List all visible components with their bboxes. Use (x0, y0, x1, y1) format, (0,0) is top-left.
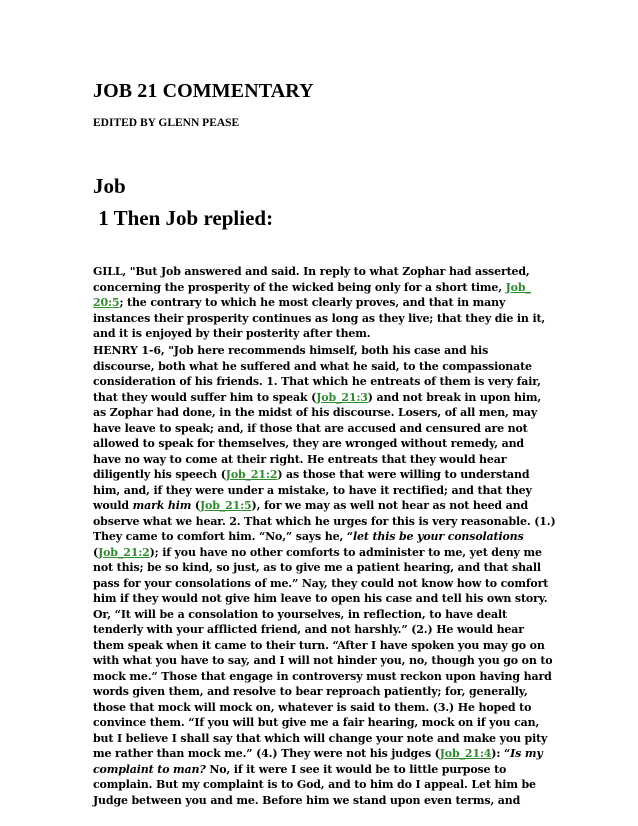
text-line (93, 405, 553, 421)
scripture-reference-link[interactable]: 20:5 (93, 296, 120, 309)
text-run: that they would suffer him to speak ( (93, 390, 317, 404)
text-line (93, 483, 553, 499)
text-run: complain. But my complaint is to God, and to him do I appeal. Let him be (93, 778, 536, 791)
text-line (93, 390, 553, 406)
text-line (93, 545, 553, 561)
text-run: mock me.” Those that engage in controversy must reckon upon having hard (93, 669, 552, 683)
editor-credit: EDITED BY GLENN PEASE (93, 117, 240, 129)
text-run: GILL, "But Job answered and said. In reply to what Zophar had asserted, (93, 265, 530, 278)
text-line (93, 638, 553, 654)
text-run: Or, “It will be a consolation to yourselves, in reflection, to have dealt (93, 607, 507, 621)
text-run: Judge between you and me. Before him we stand upon even terms, and (93, 793, 521, 807)
text-run: instances their prosperity continues as long as they live; that they die in it, (93, 311, 546, 325)
scripture-reference-link[interactable]: Job_21:3 (316, 390, 368, 404)
text-run: them speak when it came to their turn. “After I have spoken you may go on (93, 638, 545, 652)
text-run: but I believe I shall say that which will change your note and make you pity (93, 731, 548, 745)
text-run: convince them. “If you will but give me a fair hearing, mock on if you can, (93, 716, 540, 729)
text-run: They came to comfort him. “No,” says he, “ (93, 530, 353, 543)
text-line (93, 669, 553, 685)
text-run: ) and not break in upon him, (367, 390, 542, 404)
text-line (93, 700, 553, 716)
italic-quote: mark him (132, 499, 192, 512)
book-heading: Job (93, 174, 126, 198)
italic-quote: complaint to man? (93, 762, 206, 776)
text-line (93, 731, 553, 747)
text-run: consideration of his friends. 1. That which he entreats of them is very fair, (93, 375, 541, 388)
text-line (93, 421, 553, 437)
text-line (93, 514, 556, 530)
text-line (93, 762, 553, 778)
text-line (93, 653, 553, 669)
text-run: ( (191, 499, 200, 512)
scripture-reference-link[interactable]: Job_21:4 (439, 747, 492, 760)
text-run: concerning the prosperity of the wicked being only for a short time, (93, 280, 506, 294)
text-run: ); if you have no other comforts to administer to me, yet deny me (149, 545, 542, 559)
text-line (93, 607, 553, 623)
text-run: have no way to come at their right. He entreats that they would hear (93, 452, 507, 466)
text-run: ; the contrary to which he most clearly proves, and that in many (119, 296, 506, 309)
text-run: with what you have to say, and I will not hinder you, no, though you go on to (93, 654, 553, 667)
scripture-reference-link[interactable]: Job_21:2 (225, 468, 278, 481)
text-line (93, 280, 553, 296)
text-line (93, 591, 553, 607)
text-run: allowed to speak for themselves, they are wronged without remedy, and (93, 437, 524, 450)
text-line (93, 684, 553, 700)
henry-commentary-paragraph (93, 343, 556, 808)
text-line (93, 529, 553, 545)
text-line (93, 295, 553, 311)
text-line (93, 343, 553, 359)
text-run: ), for we may as well not hear as not heed and (251, 499, 529, 512)
text-run: him if they would not give him leave to open his case and tell his own story. (93, 592, 548, 605)
text-run: have leave to speak; and, if those that are accused and censured are not (93, 421, 528, 435)
text-line (93, 467, 553, 483)
text-line (93, 715, 553, 731)
text-run: observe what we hear. 2. That which he urges for this is very reasonable. (1.) (93, 514, 556, 528)
text-run: No, if it were I see it would be to little purpose to (205, 762, 507, 776)
text-line (93, 498, 553, 514)
scripture-reference-link[interactable]: Job_21:5 (199, 499, 252, 512)
text-line (93, 311, 553, 327)
text-line (93, 746, 553, 762)
text-run: me rather than mock me.” (4.) They were not his judges ( (93, 747, 440, 760)
text-run: not this; be so kind, so just, as to give me a patient hearing, and that shall (93, 561, 541, 574)
text-line (93, 374, 553, 390)
scripture-reference-link[interactable]: Job_21:2 (98, 545, 150, 559)
text-run: ): “ (491, 747, 511, 760)
text-run: discourse, both what he suffered and what he said, to the compassionate (93, 359, 532, 373)
text-run: those that mock will mock on, whatever is said to them. (3.) He hoped to (93, 700, 532, 714)
verse-heading: 1 Then Job replied: (93, 206, 274, 230)
text-line (93, 777, 553, 793)
text-run: pass for your consolations of me.” Nay, they could not know how to comfort (93, 576, 549, 590)
text-line (93, 452, 553, 468)
text-line (93, 264, 553, 280)
italic-quote: let this be your consolations (353, 530, 524, 543)
text-run: and it is enjoyed by their posterity after them. (93, 327, 371, 340)
text-run: ) as those that were willing to understand (277, 468, 530, 481)
text-line (93, 436, 553, 452)
text-line (93, 622, 553, 638)
text-line (93, 560, 553, 576)
text-run: would (93, 499, 133, 512)
text-line (93, 793, 553, 809)
italic-quote: Is my (510, 747, 543, 760)
text-run: HENRY 1-6, "Job here recommends himself, both his case and his (93, 344, 489, 357)
text-line (93, 576, 553, 592)
text-run: ( (93, 545, 99, 559)
gill-commentary-paragraph (93, 264, 553, 342)
text-line (93, 359, 553, 375)
text-line (93, 326, 553, 342)
page-title: JOB 21 COMMENTARY (93, 80, 314, 102)
text-run: diligently his speech ( (93, 468, 226, 481)
text-run: words given them, and resolve to bear reproach patiently; for, generally, (93, 685, 528, 698)
text-run: him, and, if they were under a mistake, to have it rectified; and that they (93, 483, 532, 497)
text-run: tenderly with your afflicted friend, and not harshly.” (2.) He would hear (93, 623, 524, 636)
text-run: as Zophar had done, in the midst of his discourse. Losers, of all men, may (93, 406, 538, 419)
scripture-reference-link[interactable]: Job_ (505, 280, 531, 294)
